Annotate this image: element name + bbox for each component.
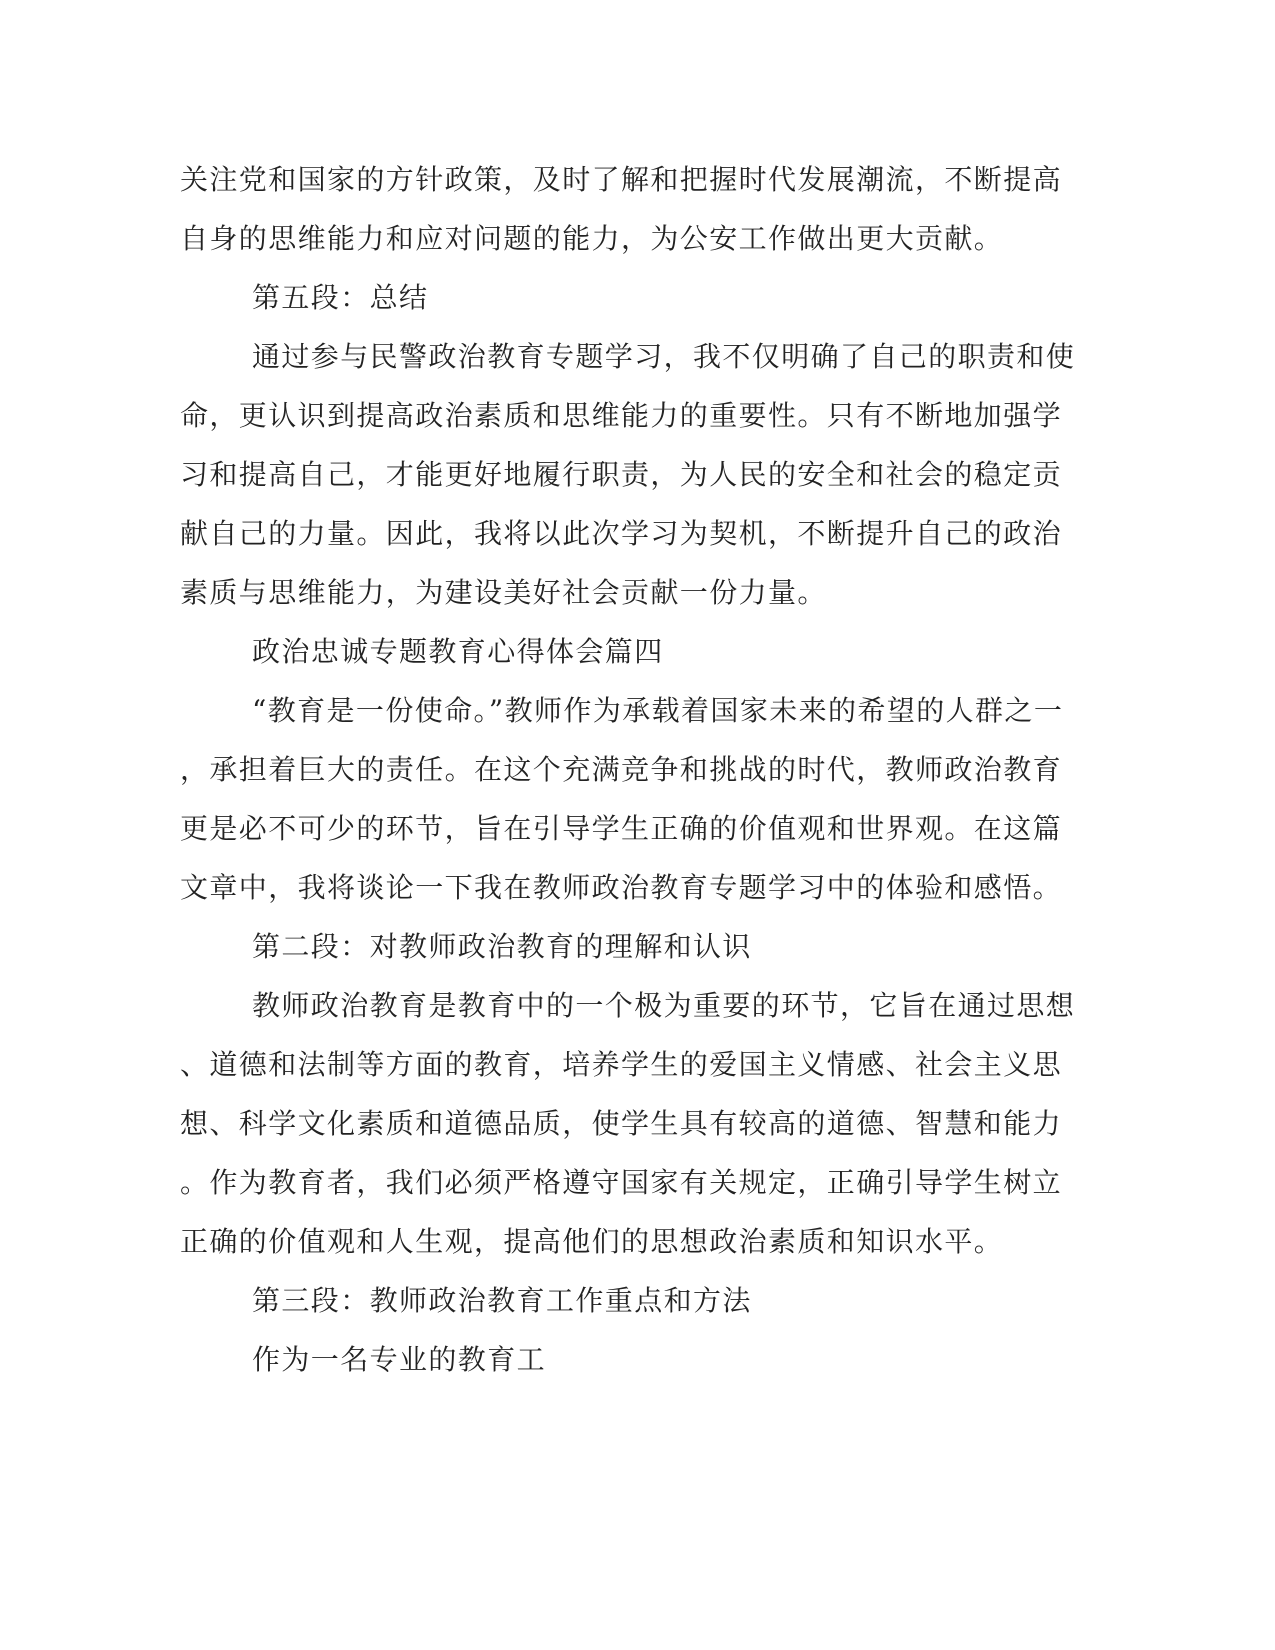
text-line: 命，更认识到提高政治素质和思维能力的重要性。只有不断地加强学 [180,399,1063,432]
text-line: 第五段：总结 [252,281,429,314]
text-line: ，承担着巨大的责任。在这个充满竞争和挑战的时代，教师政治教育 [180,753,1063,786]
text-line: 想、科学文化素质和道德品质，使学生具有较高的道德、智慧和能力 [180,1107,1063,1140]
text-line: 更是必不可少的环节，旨在引导学生正确的价值观和世界观。在这篇 [180,812,1063,845]
document-body [180,157,1076,1396]
text-line: 。作为教育者，我们必须严格遵守国家有关规定，正确引导学生树立 [180,1166,1063,1199]
text-line: 通过参与民警政治教育专题学习，我不仅明确了自己的职责和使 [252,340,1076,373]
text-line: 习和提高自己，才能更好地履行职责，为人民的安全和社会的稳定贡 [180,458,1063,491]
text-line: 政治忠诚专题教育心得体会篇四 [252,635,664,668]
text-line: 献自己的力量。因此，我将以此次学习为契机，不断提升自己的政治 [180,517,1063,550]
text-line: 作为一名专业的教育工 [252,1343,547,1376]
text-line: “教育是一份使命。”教师作为承载着国家未来的希望的人群之一 [252,694,1064,727]
text-line: 第三段：教师政治教育工作重点和方法 [252,1284,752,1317]
text-line: 关注党和国家的方针政策，及时了解和把握时代发展潮流，不断提高 [180,163,1063,196]
text-line: 第二段：对教师政治教育的理解和认识 [252,930,752,963]
text-line: 素质与思维能力，为建设美好社会贡献一份力量。 [180,576,827,609]
text-line: 自身的思维能力和应对问题的能力，为公安工作做出更大贡献。 [180,222,1004,255]
text-line: 、道德和法制等方面的教育，培养学生的爱国主义情感、社会主义思 [180,1048,1063,1081]
text-line: 文章中，我将谈论一下我在教师政治教育专题学习中的体验和感悟。 [180,871,1063,904]
text-line: 正确的价值观和人生观，提高他们的思想政治素质和知识水平。 [180,1225,1004,1258]
text-line: 教师政治教育是教育中的一个极为重要的环节，它旨在通过思想 [252,989,1076,1022]
